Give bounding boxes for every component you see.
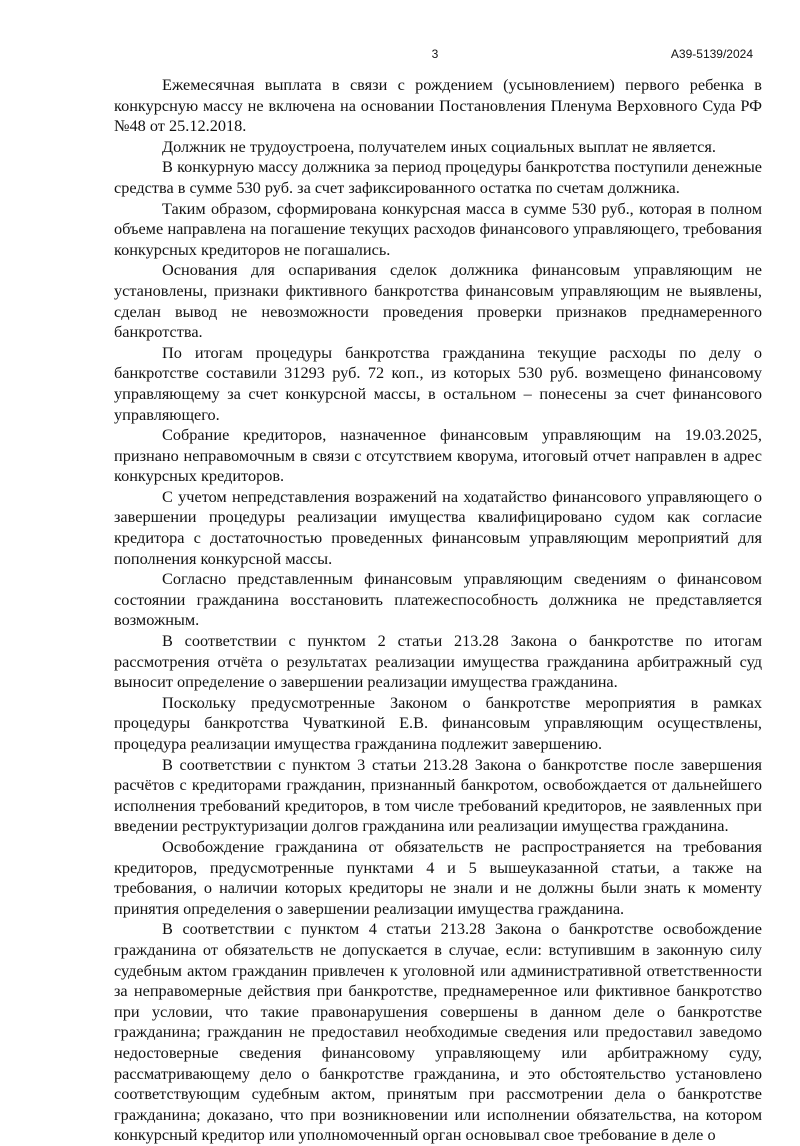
paragraph: В конкурную массу должника за период процедуры банкротства поступили денежные средства в сумме 530 руб. за счет зафиксированного остатка по счетам должника. <box>114 157 762 197</box>
paragraph: В соответствии с пунктом 4 статьи 213.28 Закона о банкротстве освобождение гражданина от обязательств не допускается в случае, если: вступившим в законную силу судебным актом гражданин привлечен к уголовной или административной ответственности за неправомерные действия при банкротстве, преднамеренное или фиктивное банкротство при условии, что такие правонарушения совершены в данном деле о банкротстве гражданина; гражданин не предоставил необходимые сведения или предоставил заведомо недостоверные сведения финансовому управляющему или арбитражному суду, рассматривающему дело о банкротстве гражданина, и это обстоятельство установлено соответствующим судебным актом, принятым при рассмотрении дела о банкротстве гражданина; доказано, что при возникновении или исполнении обязательства, на котором конкурсный кредитор или уполномоченный орган основывал свое требование в деле о <box>114 919 762 1145</box>
paragraph: В соответствии с пунктом 2 статьи 213.28 Закона о банкротстве по итогам рассмотрения отчёта о результатах реализации имущества гражданина арбитражный суд выносит определение о завершении реализации имущества гражданина. <box>114 631 762 692</box>
paragraph: Должник не трудоустроена, получателем иных социальных выплат не является. <box>162 136 716 156</box>
paragraph: С учетом непредставления возражений на ходатайство финансового управляющего о завершении процедуры реализации имущества квалифицировано судом как согласие кредитора с достаточностью проведенных финансовым управляющим мероприятий для пополнения конкурсной массы. <box>114 486 762 568</box>
case-number: А39-5139/2024 <box>670 47 753 61</box>
paragraph: По итогам процедуры банкротства гражданина текущие расходы по делу о банкротстве составили 31293 руб. 72 коп., из которых 530 руб. возмещено финансовому управляющему за счет конкурсной массы, в остальном – понесены за счет финансового управляющего. <box>114 342 762 424</box>
page-number: 3 <box>431 47 439 61</box>
paragraph: Поскольку предусмотренные Законом о банкротстве мероприятия в рамках процедуры банкротства Чуваткиной Е.В. финансовым управляющим осуществлены, процедура реализации имущества гражданина подлежит завершению. <box>114 692 762 753</box>
paragraph: Основания для оспаривания сделок должника финансовым управляющим не установлены, признаки фиктивного банкротства финансовым управляющим не выявлены, сделан вывод не невозможности проведения проверки признаков преднамеренного банкротства. <box>114 260 762 342</box>
paragraph: Таким образом, сформирована конкурсная масса в сумме 530 руб., которая в полном объеме направлена на погашение текущих расходов финансового управляющего, требования конкурсных кредиторов не погашались. <box>114 198 762 259</box>
paragraph: Собрание кредиторов, назначенное финансовым управляющим на 19.03.2025, признано неправомочным в связи с отсутствием кворума, итоговый отчет направлен в адрес конкурсных кредиторов. <box>114 425 762 486</box>
paragraph: В соответствии с пунктом 3 статьи 213.28 Закона о банкротстве после завершения расчётов с кредиторами гражданин, признанный банкротом, освобождается от дальнейшего исполнения требований кредиторов, в том числе требований кредиторов, не заявленных при введении реструктуризации долгов гражданина или реализации имущества гражданина. <box>114 754 762 836</box>
paragraph: Освобождение гражданина от обязательств не распространяется на требования кредиторов, предусмотренные пунктами 4 и 5 вышеуказанной статьи, а также на требования, о наличии которых кредиторы не знали и не должны были знать к моменту принятия определения о завершении реализации имущества гражданина. <box>114 836 762 918</box>
paragraph: Ежемесячная выплата в связи с рождением (усыновлением) первого ребенка в конкурсную массу не включена на основании Постановления Пленума Верховного Суда РФ №48 от 25.12.2018. <box>114 75 762 136</box>
paragraph: Согласно представленным финансовым управляющим сведениям о финансовом состоянии гражданина восстановить платежеспособность должника не представляется возможным. <box>114 569 762 630</box>
document-body <box>114 75 762 1146</box>
